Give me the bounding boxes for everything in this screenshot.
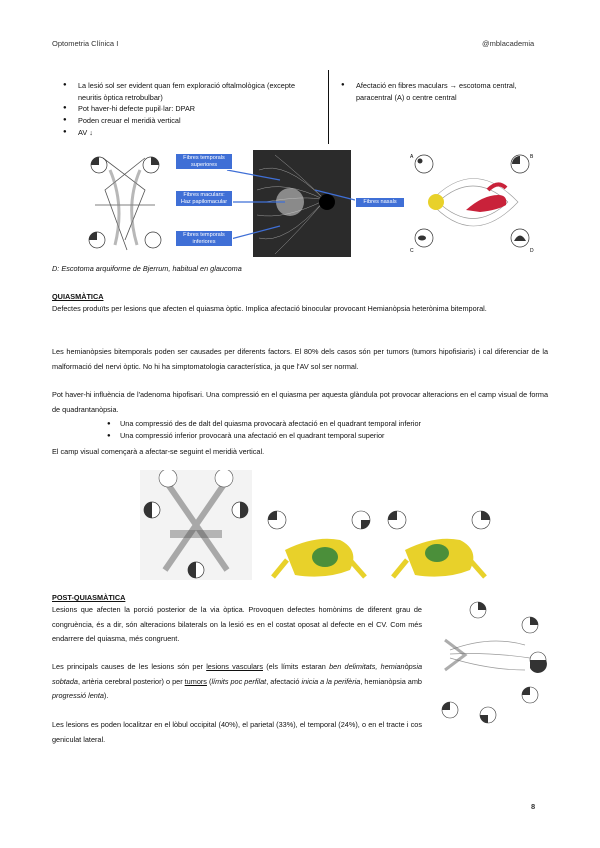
list-item: ● Pot haver-hi defecte pupil·lar: DPAR	[60, 103, 318, 115]
letter-a: A	[410, 154, 414, 160]
top-right-bullets	[338, 80, 553, 103]
postquiasmatica-p2: Les principals causes de les lesions són per lesions vasculars (els límits estaran ben delimitats, hemianòpsia sobtada, artèria cerebral posterior) o per tumors (límits poc perfilat, afectació inicia a la perifèria, hemianòpsia amb progressió lenta).	[52, 662, 423, 701]
header-title: Optometria Clínica I	[52, 39, 119, 48]
letter-c: C	[410, 248, 414, 254]
label-nasal: Fibres nasals	[355, 197, 405, 208]
list-item: ● AV ↓	[60, 127, 318, 139]
column-divider	[328, 70, 329, 144]
quiasmatica-p4: El camp visual començarà a afectar-se seguint el meridià vertical.	[52, 447, 265, 456]
postchiasmal-pathway-diagram	[430, 600, 550, 728]
figure-caption: D: Escotoma arquiforme de Bjerrum, habitual en glaucoma	[52, 264, 242, 273]
list-item: ● Una compressió des de dalt del quiasma provocarà afectació en el quadrant temporal inferior	[104, 418, 534, 430]
list-item: ● Afectació en fibres maculars → escotoma central, paracentral (A) o centre central	[338, 80, 553, 103]
chiasm-compression-bottom	[385, 505, 493, 585]
section-title-quiasmatica: QUIASMÀTICA	[52, 292, 104, 301]
quiasmatica-p1: Defectes produïts per lesions que afecten el quiasma òptic. Implica afectació binocular provocant Hemianòpsia heterònima bitemporal.	[52, 304, 487, 313]
label-inf: Fibres temporals inferiores	[175, 230, 233, 247]
chiasm-diagram	[140, 470, 252, 580]
letter-d: D	[530, 248, 534, 254]
postquiasmatica-p1: Lesions que afecten la porció posterior de la via òptica. Provoquen defectes homònims de diferent grau de congruència, és a dir, són alteracions bilaterals on la lesió es en el costat oposat al defecte en el CV. Com més endarrere del quiasma, més congruent.	[52, 605, 422, 644]
page-number: 8	[531, 802, 536, 811]
header-brand: @mblacademia	[482, 39, 535, 48]
chiasm-compression-top	[265, 505, 373, 585]
retina-3d-diagram	[408, 150, 538, 255]
label-sup: Fibres temporals superiores	[175, 153, 233, 170]
top-left-bullets	[60, 80, 318, 139]
quiasmatica-p3: Pot haver-hi influència de l'adenoma hipofisari. Una compressió en el quiasma per aquesta glàndula pot provocar alteracions en el camp visual de forma de quadrantanòpsia.	[52, 390, 548, 414]
list-item: ● La lesió sol ser evident quan fem exploració oftalmològica (excepte neuritis òptica retrobulbar)	[60, 80, 318, 103]
quiasmatica-p2: Les hemianòpsies bitemporals poden ser causades per diferents factors. El 80% dels casos són per tumors (tumors hipofisiaris) i cal diferenciar de la malformació del nervi òptic. No hi ha simptomatologia característica, ja que l'AV sol ser normal.	[52, 347, 548, 371]
label-mac: Fibres maculars: Haz papilomacular	[175, 190, 233, 207]
section-title-postquiasmatica: POST-QUIASMÀTICA	[52, 593, 126, 602]
list-item: ● Poden creuar el meridià vertical	[60, 115, 318, 127]
letter-b: B	[530, 154, 534, 160]
list-item: ● Una compressió inferior provocarà una afectació en el quadrant temporal superior	[104, 430, 534, 442]
quiasmatica-bullets	[104, 418, 534, 442]
postquiasmatica-p3: Les lesions es poden localitzar en el lòbul occipital (40%), el parietal (33%), el temporal (24%), o en el tracte i cos geniculat lateral.	[52, 720, 422, 744]
visual-pathway-diagram	[85, 150, 165, 260]
